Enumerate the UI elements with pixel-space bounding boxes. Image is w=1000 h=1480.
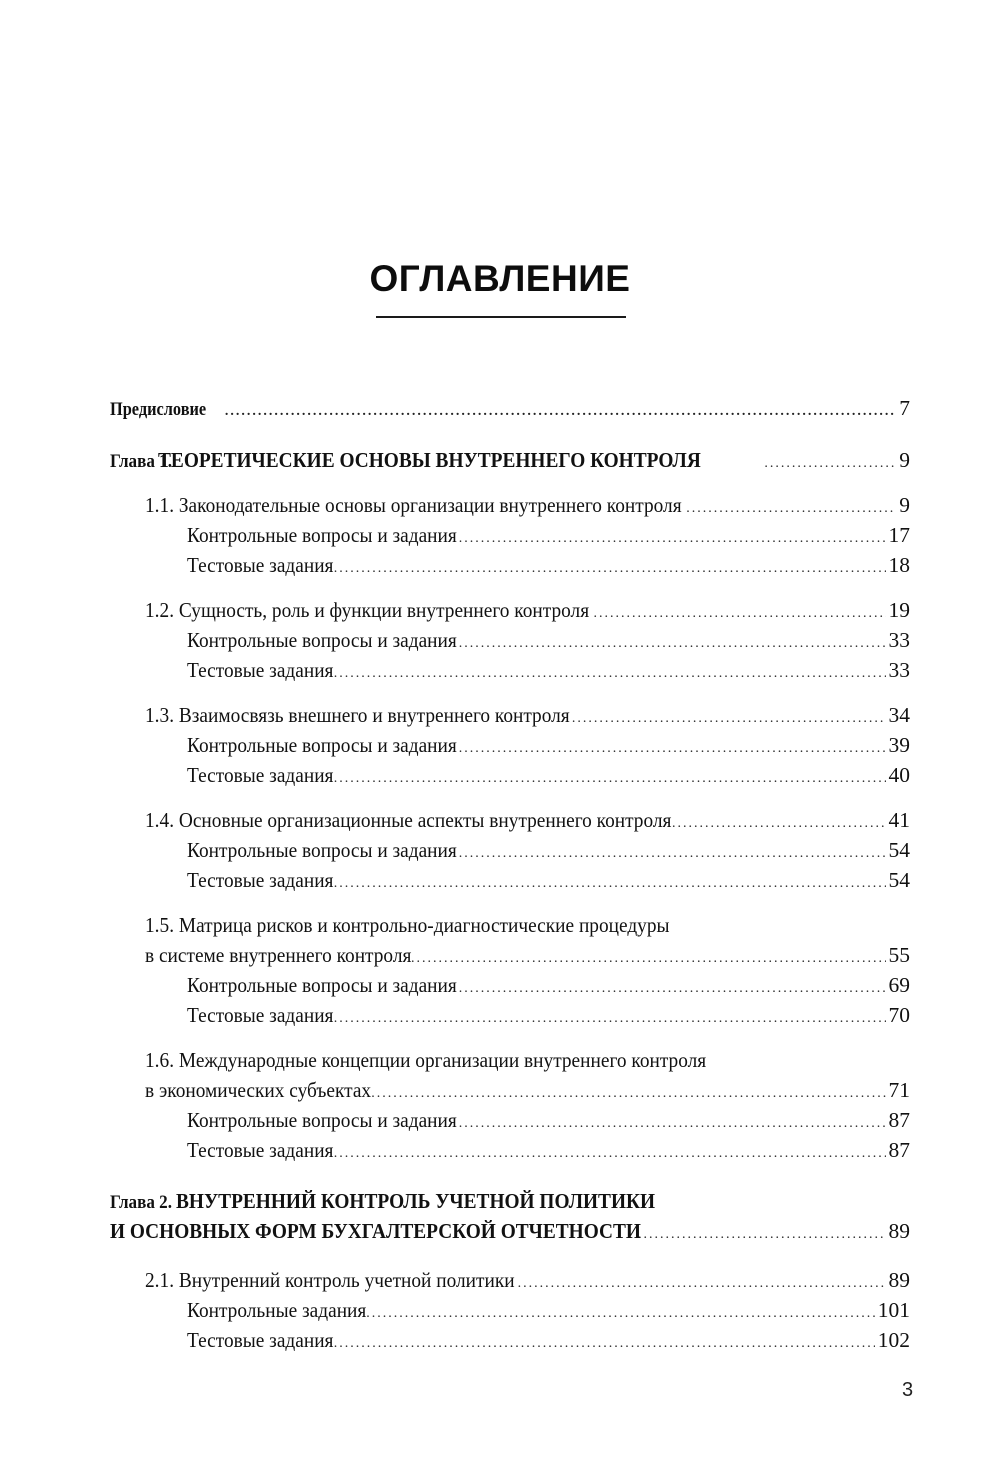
page-number: 55 bbox=[888, 943, 910, 967]
toc-entry-tests[interactable] bbox=[187, 1000, 910, 1034]
toc-entry-tests[interactable] bbox=[187, 550, 910, 584]
entry-label: Контрольные вопросы и задания bbox=[187, 1108, 457, 1132]
page-number: 102 bbox=[877, 1328, 910, 1352]
chapter-title-cont: И ОСНОВНЫХ ФОРМ БУХГАЛТЕРСКОЙ ОТЧЕТНОСТИ bbox=[110, 1219, 641, 1243]
toc-entry-tests[interactable] bbox=[187, 1325, 910, 1359]
entry-label: 1.6. Международные концепции организации внутреннего контроля bbox=[145, 1048, 707, 1072]
page-number: 33 bbox=[888, 658, 910, 682]
page-number: 70 bbox=[888, 1003, 910, 1027]
page-number: 54 bbox=[888, 838, 910, 862]
entry-label: Контрольные вопросы и задания bbox=[187, 973, 457, 997]
entry-label: Тестовые задания bbox=[187, 1138, 334, 1162]
title-underline bbox=[376, 316, 626, 318]
entry-label: 1.3. Взаимосвязь внешнего и внутреннего контроля bbox=[145, 703, 570, 727]
toc-entry-questions[interactable] bbox=[187, 1105, 910, 1139]
toc-entry-tests[interactable] bbox=[187, 865, 910, 899]
entry-label: Тестовые задания bbox=[187, 553, 334, 577]
toc-entry-tests[interactable] bbox=[187, 655, 910, 689]
dot-leader bbox=[638, 1220, 886, 1250]
toc-entry-tests[interactable] bbox=[187, 1135, 910, 1169]
page-number: 101 bbox=[877, 1298, 910, 1322]
entry-label: 1.2. Сущность, роль и функции внутреннего контроля bbox=[145, 598, 590, 622]
toc-entry-section-1-2[interactable] bbox=[145, 595, 910, 629]
toc-entry-questions[interactable] bbox=[187, 730, 910, 764]
chapter-prefix: Глава 2. bbox=[110, 1192, 172, 1213]
page-number: 40 bbox=[888, 763, 910, 787]
entry-label: Контрольные вопросы и задания bbox=[187, 733, 457, 757]
entry-label: Тестовые задания bbox=[187, 658, 334, 682]
dot-leader bbox=[225, 397, 896, 427]
toc-entry-questions[interactable] bbox=[187, 970, 910, 1004]
page-number: 9 bbox=[899, 493, 910, 517]
toc-entry-section-1-6[interactable] bbox=[145, 1075, 910, 1109]
toc-entry-section-2-1[interactable] bbox=[145, 1265, 910, 1299]
entry-label: 1.5. Матрица рисков и контрольно-диагностические процедуры bbox=[145, 913, 670, 937]
page-number: 87 bbox=[888, 1108, 910, 1132]
page-number: 34 bbox=[888, 703, 910, 727]
dot-leader bbox=[334, 554, 886, 584]
dot-leader bbox=[334, 659, 886, 689]
page-number: 18 bbox=[888, 553, 910, 577]
chapter-title: ВНУТРЕННИЙ КОНТРОЛЬ УЧЕТНОЙ ПОЛИТИКИ bbox=[176, 1189, 656, 1213]
page-number: 87 bbox=[888, 1138, 910, 1162]
entry-label: 1.1. Законодательные основы организации внутреннего контроля bbox=[145, 493, 682, 517]
page-number: 41 bbox=[888, 808, 910, 832]
entry-label: Контрольные вопросы и задания bbox=[187, 838, 457, 862]
entry-label: Контрольные вопросы и задания bbox=[187, 628, 457, 652]
entry-label: в экономических субъектах bbox=[145, 1078, 372, 1102]
page-number: 17 bbox=[888, 523, 910, 547]
toc-entry-questions[interactable] bbox=[187, 835, 910, 869]
chapter-title: ТЕОРЕТИЧЕСКИЕ ОСНОВЫ ВНУТРЕННЕГО КОНТРОЛЯ bbox=[158, 448, 702, 472]
page-number-footer: 3 bbox=[902, 1379, 914, 1401]
toc-entry-chapter-2[interactable] bbox=[110, 1216, 910, 1250]
page-number: 71 bbox=[888, 1078, 910, 1102]
entry-label: Тестовые задания bbox=[187, 1328, 334, 1352]
toc-entry-section-1-3[interactable] bbox=[145, 700, 910, 734]
entry-label: Тестовые задания bbox=[187, 763, 334, 787]
entry-label: 2.1. Внутренний контроль учетной политики bbox=[145, 1268, 515, 1292]
toc-entry-section-1-5[interactable] bbox=[145, 940, 910, 974]
toc-entry-section-1-5-line1[interactable] bbox=[145, 910, 728, 940]
entry-label: Контрольные вопросы и задания bbox=[187, 523, 457, 547]
chapter-prefix: Глава 1. bbox=[110, 451, 172, 472]
toc-entry-tasks[interactable] bbox=[187, 1295, 910, 1329]
toc-entry-tests[interactable] bbox=[187, 760, 910, 794]
dot-leader bbox=[334, 1329, 875, 1359]
dot-leader bbox=[334, 869, 886, 899]
page-number: 89 bbox=[888, 1219, 910, 1243]
toc-entry-section-1-1[interactable] bbox=[145, 490, 910, 524]
page-number: 9 bbox=[899, 448, 910, 472]
page-number: 39 bbox=[888, 733, 910, 757]
page-number: 54 bbox=[888, 868, 910, 892]
entry-label: 1.4. Основные организационные аспекты внутреннего контроля bbox=[145, 808, 672, 832]
toc-entry-chapter-2-line1[interactable] bbox=[110, 1186, 709, 1218]
entry-label: Предисловие bbox=[110, 399, 207, 420]
dot-leader bbox=[334, 764, 886, 794]
toc-entry-section-1-4[interactable] bbox=[145, 805, 910, 839]
dot-leader bbox=[764, 449, 896, 479]
toc-entry-questions[interactable] bbox=[187, 520, 910, 554]
toc-entry-section-1-6-line1[interactable] bbox=[145, 1045, 769, 1075]
entry-label: Контрольные задания bbox=[187, 1298, 367, 1322]
entry-label: в системе внутреннего контроля bbox=[145, 943, 412, 967]
page-number: 33 bbox=[888, 628, 910, 652]
entry-label: Тестовые задания bbox=[187, 1003, 334, 1027]
page-number: 69 bbox=[888, 973, 910, 997]
page-number: 7 bbox=[899, 396, 910, 420]
entry-label: Тестовые задания bbox=[187, 868, 334, 892]
dot-leader bbox=[334, 1139, 886, 1169]
page-number: 89 bbox=[888, 1268, 910, 1292]
page-number: 19 bbox=[888, 598, 910, 622]
toc-entry-questions[interactable] bbox=[187, 625, 910, 659]
toc-entry-chapter-1[interactable] bbox=[110, 445, 910, 479]
dot-leader bbox=[334, 1004, 886, 1034]
page-title: ОГЛАВЛЕНИЕ bbox=[369, 258, 631, 299]
toc-entry-preface[interactable] bbox=[110, 393, 910, 427]
